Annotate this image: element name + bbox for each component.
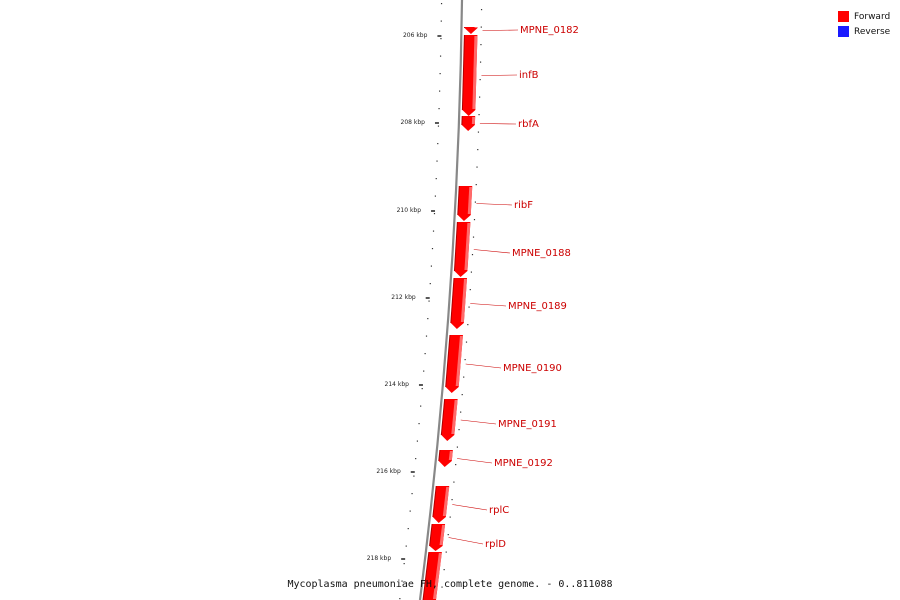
minor-tick-right [458, 429, 459, 430]
minor-tick-left [399, 598, 400, 599]
legend-item-reverse [838, 24, 898, 39]
minor-tick-left [422, 388, 423, 389]
gene-arrow-highlight [472, 117, 475, 124]
gene-label[interactable]: MPNE_0188 [512, 248, 571, 259]
gene-leader-line [466, 364, 501, 368]
gene-label[interactable]: MPNE_0192 [494, 458, 553, 469]
gene-leader-line [476, 204, 512, 206]
minor-tick-left [437, 143, 438, 144]
gene-label[interactable]: ribF [514, 200, 533, 211]
minor-tick-right [477, 149, 478, 150]
gene-block[interactable] [451, 278, 467, 329]
minor-tick-left [440, 56, 441, 57]
gene-label[interactable]: MPNE_0190 [503, 363, 562, 374]
minor-tick-right [457, 447, 458, 448]
minor-tick-left [413, 476, 414, 477]
minor-tick-left [423, 371, 424, 372]
minor-tick-left [417, 441, 418, 442]
scale-tick-label: 206 kbp [402, 32, 428, 39]
minor-tick-right [478, 114, 479, 115]
gene-leader-line [452, 505, 487, 511]
minor-tick-right [467, 324, 468, 325]
minor-tick-right [480, 62, 481, 63]
minor-tick-right [471, 272, 472, 273]
gene-label[interactable]: rbfA [518, 119, 539, 130]
minor-tick-left [441, 21, 442, 22]
gene-block[interactable] [454, 222, 470, 277]
reverse-swatch [838, 26, 849, 37]
gene-label[interactable]: rplD [485, 539, 506, 550]
scale-tick-label: 216 kbp [376, 468, 401, 475]
gene-leader-line [481, 75, 517, 76]
minor-tick-left [431, 266, 432, 267]
minor-tick-right [448, 534, 449, 535]
gene-block[interactable] [439, 450, 453, 467]
minor-tick-left [436, 178, 437, 179]
minor-tick-right [479, 97, 480, 98]
minor-tick-right [470, 289, 471, 290]
minor-tick-right [455, 464, 456, 465]
minor-tick-left [411, 493, 412, 494]
minor-tick-left [434, 213, 435, 214]
gene-label[interactable]: rplC [489, 505, 510, 516]
scale-tick-label: 218 kbp [366, 555, 392, 562]
minor-tick-left [406, 546, 407, 547]
minor-tick-left [430, 283, 431, 284]
minor-tick-right [476, 184, 477, 185]
minor-tick-right [481, 27, 482, 28]
minor-tick-left [415, 458, 416, 459]
minor-tick-left [418, 423, 419, 424]
minor-tick-right [480, 44, 481, 45]
forward-swatch [838, 11, 849, 22]
gene-arrow-body [465, 27, 478, 34]
gene-leader-line [449, 538, 483, 545]
minor-tick-right [466, 342, 467, 343]
minor-tick-right [472, 254, 473, 255]
minor-tick-left [408, 528, 409, 529]
minor-tick-right [465, 359, 466, 360]
scale-tick-label: 208 kbp [400, 119, 425, 126]
minor-tick-left [438, 108, 439, 109]
gene-block[interactable] [465, 27, 478, 34]
minor-tick-left [404, 563, 405, 564]
minor-tick-right [481, 9, 482, 10]
minor-tick-right [474, 219, 475, 220]
gene-leader-line [474, 250, 510, 254]
minor-tick-right [446, 552, 447, 553]
minor-tick-left [435, 196, 436, 197]
minor-tick-left [426, 336, 427, 337]
genome-caption: Mycoplasma pneumoniae FH, complete genome. - 0..811088 [287, 579, 613, 590]
gene-arrow-highlight [475, 27, 478, 28]
gene-block[interactable] [462, 35, 477, 116]
minor-tick-left [420, 406, 421, 407]
scale-tick-label: 214 kbp [384, 381, 409, 388]
minor-tick-right [453, 482, 454, 483]
gene-block[interactable] [462, 116, 475, 131]
minor-tick-left [410, 511, 411, 512]
gene-block[interactable] [458, 186, 472, 221]
minor-tick-right [473, 237, 474, 238]
major-ticks [367, 32, 442, 562]
minor-tick-left [428, 301, 429, 302]
gene-leader-line [483, 30, 518, 31]
gene-label[interactable]: MPNE_0189 [508, 301, 567, 312]
legend-label-reverse: Reverse [854, 26, 891, 37]
strand-legend [838, 9, 898, 39]
minor-tick-right [451, 499, 452, 500]
minor-tick-left [432, 248, 433, 249]
gene-label[interactable]: MPNE_0182 [520, 25, 579, 36]
scale-tick-label: 210 kbp [396, 207, 422, 214]
minor-tick-right [468, 307, 469, 308]
minor-tick-right [462, 394, 463, 395]
minor-tick-right [463, 377, 464, 378]
minor-tick-left [441, 3, 442, 4]
minor-tick-left [433, 231, 434, 232]
minor-tick-left [438, 126, 439, 127]
gene-label[interactable]: infB [519, 70, 539, 81]
legend-label-forward: Forward [854, 11, 891, 22]
minor-tick-right [478, 132, 479, 133]
minor-tick-left [427, 318, 428, 319]
minor-tick-left [425, 353, 426, 354]
minor-tick-right [476, 167, 477, 168]
minor-tick-right [460, 412, 461, 413]
minor-tick-left [440, 73, 441, 74]
gene-leader-line [480, 124, 516, 125]
legend-item-forward [838, 9, 898, 24]
gene-block[interactable] [441, 399, 457, 441]
gene-leader-line [461, 420, 496, 424]
scale-tick-label: 212 kbp [391, 294, 416, 301]
minor-tick-right [475, 202, 476, 203]
minor-tick-left [440, 38, 441, 39]
minor-tick-left [439, 91, 440, 92]
gene-leader-line [470, 304, 506, 307]
minor-tick-right [450, 517, 451, 518]
gene-label[interactable]: MPNE_0191 [498, 419, 557, 430]
gene-block[interactable] [433, 486, 449, 523]
gene-block[interactable] [446, 335, 463, 393]
gene-block[interactable] [430, 524, 446, 551]
minor-tick-right [444, 569, 445, 570]
minor-tick-right [480, 79, 481, 80]
minor-tick-left [436, 161, 437, 162]
gene-leader-line [457, 459, 492, 464]
